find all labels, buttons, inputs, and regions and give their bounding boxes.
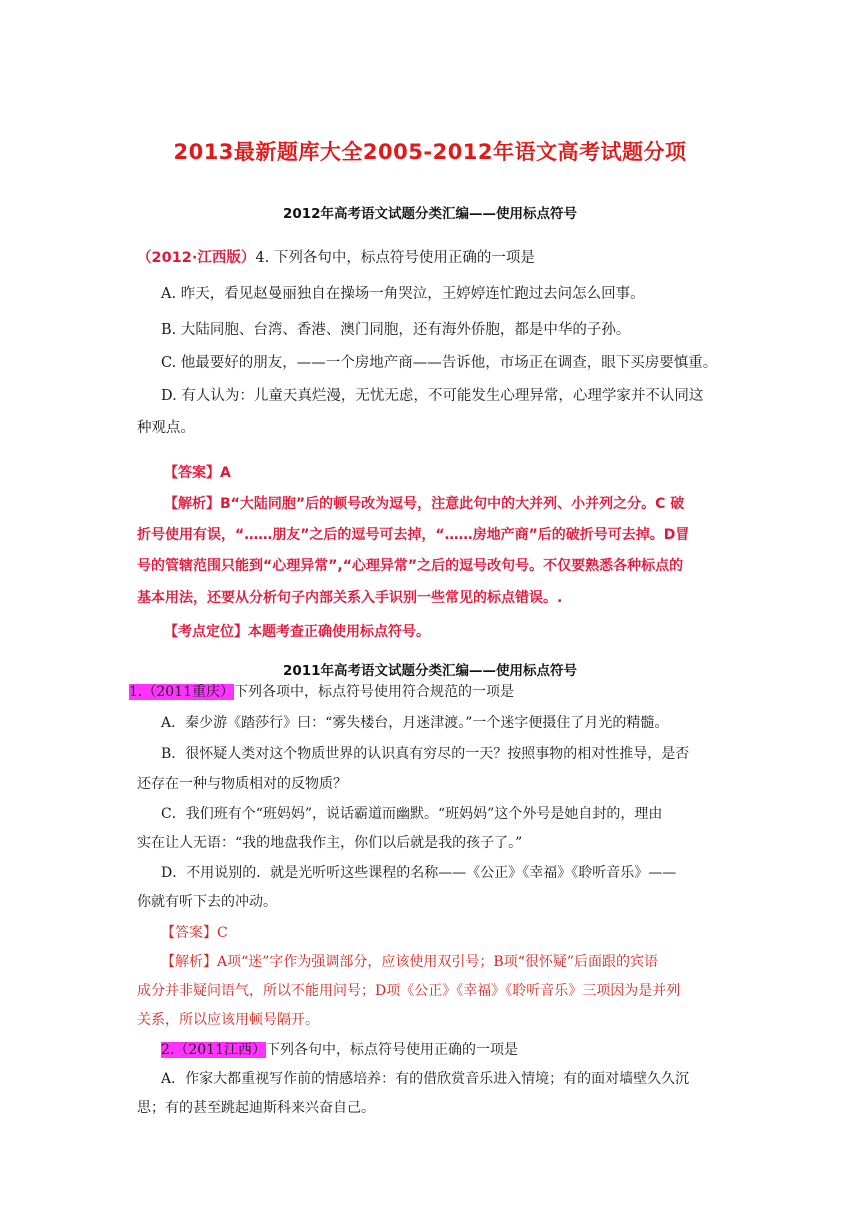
document-title: 2013最新题库大全2005-2012年语文高考试题分项 — [173, 140, 687, 164]
answer-2011-1: 【答案】C — [161, 925, 228, 941]
q2-option-a-line1: A．作家大都重视写作前的情感培养：有的借欣赏音乐进入情境；有的面对墙壁久久沉 — [161, 1071, 690, 1087]
question-source-highlight: 1.（2011重庆） — [129, 684, 234, 700]
option-b: B. 大陆同胞、台湾、香港、澳门同胞，还有海外侨胞，都是中华的子孙。 — [161, 322, 631, 338]
q1-option-a: A．秦少游《踏莎行》曰：“雾失楼台，月迷津渡。”一个迷字便摄住了月光的精髓。 — [161, 715, 669, 731]
option-d-line1: D. 有人认为：儿童天真烂漫，无忧无虑，不可能发生心理异常，心理学家并不认同这 — [161, 388, 704, 404]
analysis-2011-1-line3: 关系，所以应该用顿号隔开。 — [137, 1012, 319, 1028]
q1-option-d-line1: D．不用说别的．就是光听听这些课程的名称——《公正》《幸福》《聆听音乐》—— — [161, 865, 677, 881]
analysis-2012-line3: 号的管辖范围只能到“心理异常”,“心理异常”之后的逗号改句号。不仅要熟悉各种标点的 — [137, 558, 684, 574]
question-stem: 下列各句中，标点符号使用正确的一项是 — [266, 1042, 518, 1058]
section-2012-heading: 2012年高考语文试题分类汇编——使用标点符号 — [282, 206, 578, 222]
q1-option-b-line2: 还存在一种与物质相对的反物质？ — [137, 776, 347, 792]
question-2011-1 — [129, 681, 514, 701]
point-2012: 【考点定位】本题考查正确使用标点符号。 — [164, 624, 430, 640]
question-stem: 下列各项中，标点符号使用符合规范的一项是 — [234, 684, 514, 700]
analysis-2011-1-line2: 成分并非疑问语气，所以不能用问号；D项《公正》《幸福》《聆听音乐》三项因为是并列 — [137, 983, 681, 999]
question-2012-4 — [137, 246, 535, 267]
q2-option-a-line2: 思；有的甚至跳起迪斯科来兴奋自己。 — [137, 1100, 375, 1116]
option-a: A. 昨天，看见赵曼丽独自在操场一角哭泣，王婷婷连忙跑过去问怎么回事。 — [161, 286, 645, 302]
option-c: C. 他最要好的朋友，——一个房地产商——告诉他，市场正在调查，眼下买房要慎重。 — [161, 355, 718, 371]
question-source-tag: （2012·江西版） — [137, 250, 256, 266]
question-2011-2 — [161, 1039, 518, 1059]
analysis-2012-line4: 基本用法，还要从分析句子内部关系入手识别一些常见的标点错误。. — [137, 590, 563, 606]
option-d-line2: 种观点。 — [137, 420, 195, 436]
question-source-highlight: 2.（2011江西） — [161, 1042, 266, 1058]
section-2011-heading: 2011年高考语文试题分类汇编——使用标点符号 — [282, 663, 578, 679]
analysis-2011-1-line1: 【解析】A项“迷”字作为强调部分，应该使用双引号；B项“很怀疑”后面跟的宾语 — [161, 954, 659, 970]
q1-option-c-line2: 实在让人无语：“我的地盘我作主，你们以后就是我的孩子了。” — [137, 835, 523, 851]
q1-option-d-line2: 你就有听下去的冲动。 — [137, 894, 277, 910]
analysis-2012-line2: 折号使用有误，“……朋友”之后的逗号可去掉，“……房地产商”后的破折号可去掉。D冒 — [137, 527, 690, 543]
q1-option-c-line1: C．我们班有个“班妈妈”，说话霸道而幽默。“班妈妈”这个外号是她自封的，理由 — [161, 806, 663, 822]
question-stem: 4. 下列各句中，标点符号使用正确的一项是 — [255, 250, 535, 266]
analysis-2012-line1: 【解析】B“大陆同胞”后的顿号改为逗号，注意此句中的大并列、小并列之分。C 破 — [164, 496, 685, 512]
answer-2012: 【答案】A — [164, 465, 231, 481]
q1-option-b-line1: B．很怀疑人类对这个物质世界的认识真有穷尽的一天？按照事物的相对性推导，是否 — [161, 746, 690, 762]
